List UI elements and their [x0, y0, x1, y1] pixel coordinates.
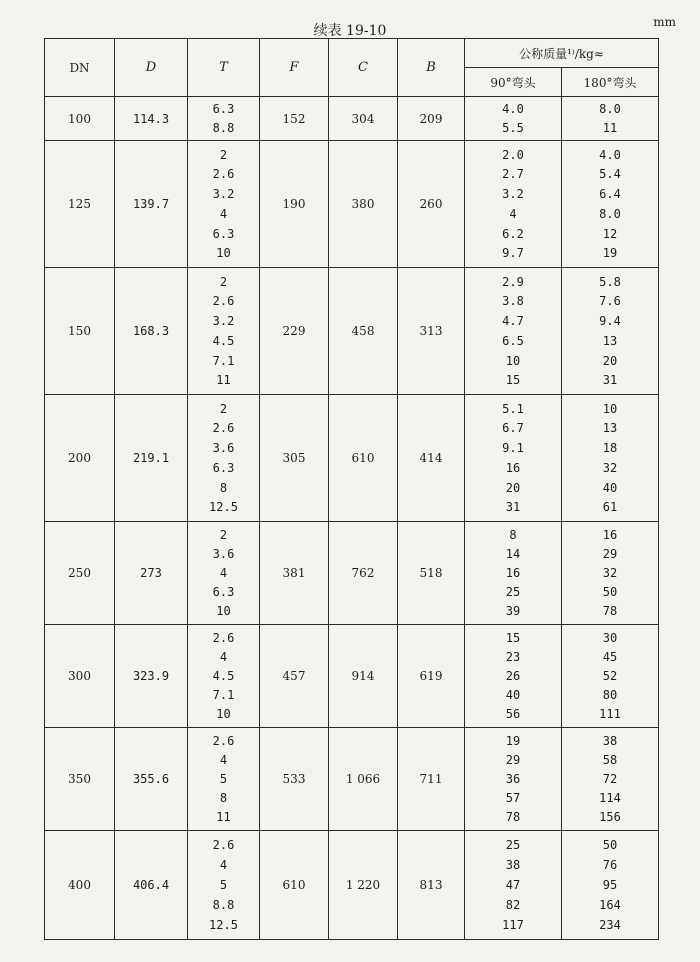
- cell-dn: 400: [45, 831, 115, 940]
- cell-f: 305: [260, 395, 329, 522]
- cell-mass-90-value: 29: [505, 753, 521, 767]
- cell-d: 114.3: [115, 97, 188, 141]
- cell-mass-90-value: 25: [505, 585, 521, 599]
- table-row: [45, 268, 659, 395]
- cell-d: 273: [115, 522, 188, 625]
- cell-mass-90-value: 2.9: [502, 274, 524, 289]
- cell-b: 518: [398, 522, 465, 625]
- cell-t: [188, 522, 260, 625]
- table-row: [45, 395, 659, 522]
- cell-dn: 100: [45, 97, 115, 141]
- cell-mass-180-value: 8.0: [599, 206, 621, 221]
- cell-mass-180-value: 5.8: [599, 274, 621, 289]
- cell-t-value: 12.5: [209, 500, 238, 515]
- cell-d: 406.4: [115, 831, 188, 940]
- cell-mass-90-value: 5.5: [502, 120, 524, 135]
- cell-mass-90-value: 31: [505, 500, 521, 515]
- cell-mass-180-value: 156: [599, 810, 621, 824]
- cell-mass-180: [562, 141, 659, 268]
- cell-mass-90-value: 4.0: [502, 102, 524, 117]
- cell-t-value: 6.3: [212, 102, 235, 117]
- cell-d: 323.9: [115, 625, 188, 728]
- cell-mass-180: [562, 728, 659, 831]
- cell-mass-90-value: 82: [505, 898, 521, 912]
- cell-mass-180: [562, 97, 659, 141]
- cell-mass-90: [465, 268, 562, 395]
- page-title: 续表 19-10: [313, 23, 387, 39]
- cell-t-value: 2.6: [212, 631, 235, 645]
- cell-mass-90: [465, 141, 562, 268]
- cell-mass-180: [562, 831, 659, 940]
- cell-f: 190: [260, 141, 329, 268]
- cell-mass-90-value: 57: [505, 791, 521, 805]
- cell-mass-90-value: 6.5: [502, 333, 524, 348]
- cell-mass-90: [465, 395, 562, 522]
- cell-t-value: 2: [219, 147, 228, 162]
- cell-mass-180-value: 45: [602, 650, 618, 664]
- cell-mass-180-value: 164: [599, 898, 621, 912]
- cell-f: 152: [260, 97, 329, 141]
- cell-mass-180-value: 61: [602, 500, 618, 515]
- cell-dn: 250: [45, 522, 115, 625]
- cell-t: [188, 831, 260, 940]
- cell-mass-90-value: 10: [505, 353, 521, 368]
- cell-mass-90-value: 9.1: [502, 441, 524, 456]
- cell-mass-90: [465, 831, 562, 940]
- cell-mass-180-value: 76: [602, 858, 618, 872]
- cell-mass-90-value: 8: [509, 528, 517, 542]
- cell-mass-180-value: 72: [602, 772, 618, 786]
- cell-mass-180: [562, 625, 659, 728]
- cell-t-value: 6.3: [212, 460, 235, 475]
- cell-b: 711: [398, 728, 465, 831]
- cell-mass-180-value: 5.4: [599, 167, 621, 182]
- unit-label: mm: [653, 15, 676, 29]
- cell-mass-180-value: 18: [602, 441, 618, 456]
- cell-t-value: 4.5: [212, 669, 235, 683]
- cell-mass-90-value: 19: [505, 734, 521, 748]
- cell-t-value: 7.1: [212, 353, 235, 368]
- cell-f: 229: [260, 268, 329, 395]
- cell-mass-180: [562, 395, 659, 522]
- cell-mass-180-value: 234: [599, 918, 621, 932]
- cell-mass-90-value: 14: [505, 547, 521, 561]
- header-mass: 公称质量¹⁾/kg≈: [465, 39, 659, 68]
- cell-mass-90-value: 38: [505, 858, 521, 872]
- cell-mass-180-value: 78: [602, 604, 618, 618]
- cell-t-value: 10: [216, 246, 231, 261]
- cell-mass-90-value: 4: [509, 206, 517, 221]
- cell-t-value: 2.6: [212, 294, 235, 309]
- cell-t-value: 7.1: [212, 688, 235, 702]
- cell-mass-90-value: 36: [505, 772, 521, 786]
- cell-t-value: 11: [216, 373, 231, 388]
- header-t: T: [188, 39, 260, 97]
- cell-mass-180-value: 13: [602, 421, 618, 436]
- cell-mass-90-value: 20: [505, 480, 521, 495]
- cell-f: 610: [260, 831, 329, 940]
- cell-c: 762: [329, 522, 398, 625]
- table-row: [45, 141, 659, 268]
- cell-c: 610: [329, 395, 398, 522]
- cell-d: 168.3: [115, 268, 188, 395]
- cell-mass-90-value: 16: [505, 566, 521, 580]
- cell-t-value: 5: [219, 772, 228, 786]
- header-mass-90: 90°弯头: [465, 68, 562, 97]
- cell-t-value: 10: [216, 707, 231, 721]
- cell-mass-90-value: 2.7: [502, 167, 524, 182]
- cell-b: 260: [398, 141, 465, 268]
- header-f: F: [260, 39, 329, 97]
- header-d: D: [115, 39, 188, 97]
- cell-mass-180-value: 16: [602, 528, 618, 542]
- cell-c: 1 220: [329, 831, 398, 940]
- cell-mass-90-value: 56: [505, 707, 521, 721]
- cell-mass-180-value: 13: [602, 333, 618, 348]
- cell-t-value: 2.6: [212, 167, 235, 182]
- cell-t-value: 4: [219, 206, 228, 221]
- cell-mass-90-value: 5.1: [502, 401, 524, 416]
- cell-mass-90-value: 78: [505, 810, 521, 824]
- cell-b: 209: [398, 97, 465, 141]
- cell-mass-180: [562, 522, 659, 625]
- cell-t-value: 4.5: [212, 333, 235, 348]
- cell-mass-180-value: 40: [602, 480, 618, 495]
- table-row: [45, 831, 659, 940]
- cell-mass-180-value: 4.0: [599, 147, 621, 162]
- cell-t-value: 2.6: [212, 734, 235, 748]
- cell-b: 414: [398, 395, 465, 522]
- cell-c: 380: [329, 141, 398, 268]
- header-b: B: [398, 39, 465, 97]
- cell-t-value: 2.6: [212, 838, 235, 852]
- cell-b: 313: [398, 268, 465, 395]
- cell-mass-180-value: 9.4: [599, 314, 621, 329]
- cell-t-value: 8: [219, 480, 228, 495]
- cell-t-value: 11: [216, 810, 231, 824]
- cell-t-value: 3.2: [212, 187, 235, 202]
- cell-t-value: 8.8: [212, 120, 235, 135]
- cell-t-value: 2.6: [212, 421, 235, 436]
- cell-dn: 300: [45, 625, 115, 728]
- cell-mass-180-value: 52: [602, 669, 618, 683]
- cell-t-value: 4: [219, 650, 228, 664]
- cell-mass-180-value: 7.6: [599, 294, 621, 309]
- cell-mass-90-value: 15: [505, 373, 521, 388]
- cell-t-value: 6.3: [212, 585, 235, 599]
- cell-mass-180-value: 11: [602, 120, 618, 135]
- cell-mass-90-value: 9.7: [502, 246, 524, 261]
- cell-mass-90-value: 47: [505, 878, 521, 892]
- cell-mass-180-value: 20: [602, 353, 618, 368]
- cell-dn: 125: [45, 141, 115, 268]
- cell-mass-90-value: 3.2: [502, 187, 524, 202]
- cell-mass-90-value: 26: [505, 669, 521, 683]
- cell-dn: 150: [45, 268, 115, 395]
- cell-t-value: 3.6: [212, 441, 235, 456]
- cell-d: 139.7: [115, 141, 188, 268]
- cell-t: [188, 141, 260, 268]
- cell-mass-180-value: 58: [602, 753, 618, 767]
- cell-mass-180-value: 32: [602, 566, 618, 580]
- cell-t-value: 4: [219, 753, 228, 767]
- table-row: [45, 625, 659, 728]
- cell-t: [188, 268, 260, 395]
- cell-t: [188, 97, 260, 141]
- cell-t-value: 4: [219, 566, 228, 580]
- header-c: C: [329, 39, 398, 97]
- cell-d: 219.1: [115, 395, 188, 522]
- table-row: [45, 728, 659, 831]
- cell-mass-90-value: 3.8: [502, 294, 524, 309]
- cell-mass-90-value: 39: [505, 604, 521, 618]
- cell-mass-180-value: 12: [602, 226, 618, 241]
- cell-mass-180-value: 80: [602, 688, 618, 702]
- cell-t-value: 4: [219, 858, 228, 872]
- cell-b: 813: [398, 831, 465, 940]
- cell-c: 304: [329, 97, 398, 141]
- cell-mass-180-value: 8.0: [599, 102, 621, 117]
- cell-t-value: 10: [216, 604, 231, 618]
- cell-t-value: 2: [219, 528, 228, 542]
- table-row: [45, 97, 659, 141]
- cell-f: 457: [260, 625, 329, 728]
- cell-mass-180-value: 30: [602, 631, 618, 645]
- cell-t-value: 2: [219, 274, 228, 289]
- cell-mass-90-value: 2.0: [502, 147, 524, 162]
- cell-t-value: 2: [219, 401, 228, 416]
- cell-mass-90-value: 6.7: [502, 421, 524, 436]
- cell-c: 914: [329, 625, 398, 728]
- cell-t: [188, 395, 260, 522]
- cell-mass-90-value: 4.7: [502, 314, 524, 329]
- cell-t-value: 8.8: [212, 898, 235, 912]
- cell-mass-180-value: 114: [599, 791, 621, 805]
- cell-mass-180-value: 6.4: [599, 187, 621, 202]
- cell-mass-180-value: 111: [599, 707, 621, 721]
- cell-dn: 350: [45, 728, 115, 831]
- cell-t-value: 6.3: [212, 226, 235, 241]
- cell-mass-90: [465, 97, 562, 141]
- cell-mass-90-value: 25: [505, 838, 521, 852]
- cell-dn: 200: [45, 395, 115, 522]
- cell-t: [188, 728, 260, 831]
- cell-mass-90-value: 40: [505, 688, 521, 702]
- cell-t-value: 5: [219, 878, 228, 892]
- cell-t: [188, 625, 260, 728]
- cell-mass-90-value: 23: [505, 650, 521, 664]
- cell-b: 619: [398, 625, 465, 728]
- cell-mass-180-value: 50: [602, 585, 618, 599]
- cell-mass-180-value: 31: [602, 373, 618, 388]
- cell-mass-180-value: 10: [602, 401, 618, 416]
- cell-mass-90-value: 117: [502, 918, 524, 932]
- cell-t-value: 3.2: [212, 314, 235, 329]
- cell-t-value: 3.6: [212, 547, 235, 561]
- table-row: [45, 522, 659, 625]
- cell-d: 355.6: [115, 728, 188, 831]
- cell-mass-90-value: 6.2: [502, 226, 524, 241]
- cell-mass-180-value: 50: [602, 838, 618, 852]
- cell-mass-90: [465, 625, 562, 728]
- cell-mass-180-value: 19: [602, 246, 618, 261]
- header-dn: DN: [45, 39, 115, 97]
- cell-mass-180: [562, 268, 659, 395]
- cell-mass-180-value: 95: [602, 878, 618, 892]
- cell-mass-90: [465, 728, 562, 831]
- cell-c: 458: [329, 268, 398, 395]
- cell-t-value: 8: [219, 791, 228, 805]
- cell-mass-90-value: 15: [505, 631, 521, 645]
- cell-c: 1 066: [329, 728, 398, 831]
- cell-mass-180-value: 32: [602, 460, 618, 475]
- cell-t-value: 12.5: [209, 918, 238, 932]
- cell-f: 533: [260, 728, 329, 831]
- cell-mass-90-value: 16: [505, 460, 521, 475]
- cell-mass-90: [465, 522, 562, 625]
- cell-mass-180-value: 29: [602, 547, 618, 561]
- table-body: [45, 97, 659, 940]
- spec-table: [44, 38, 659, 940]
- header-mass-180: 180°弯头: [562, 68, 659, 97]
- cell-f: 381: [260, 522, 329, 625]
- cell-mass-180-value: 38: [602, 734, 618, 748]
